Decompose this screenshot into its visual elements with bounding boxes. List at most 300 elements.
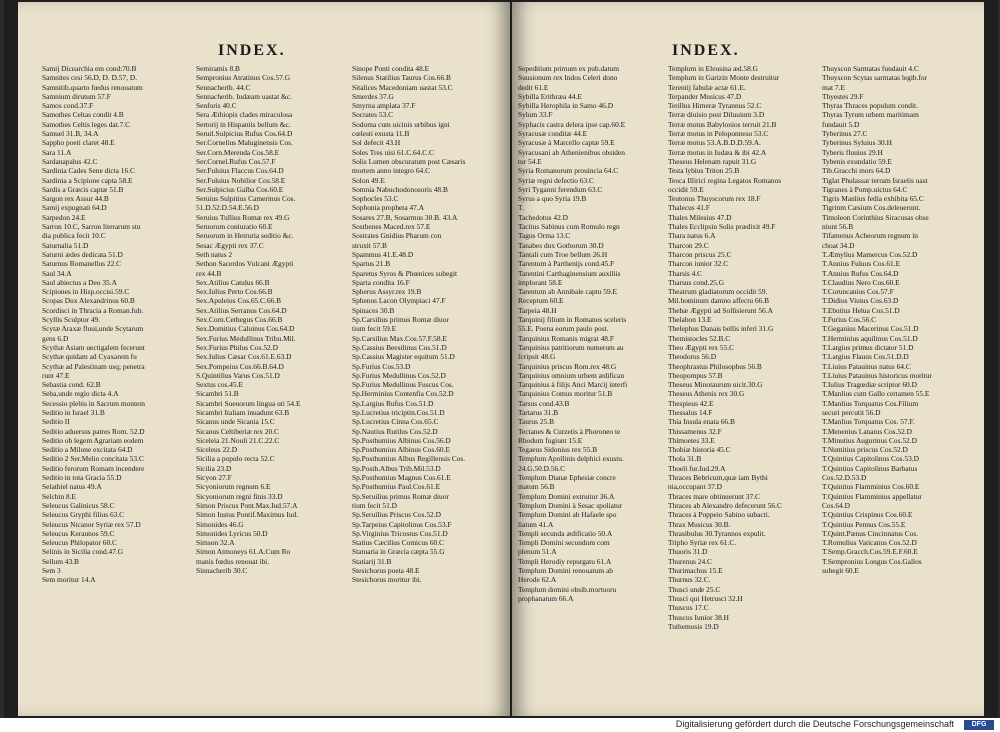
index-entry: Terræ diuisio post Diluuium 3.D bbox=[668, 110, 765, 120]
index-entry: securi percutit 56.D bbox=[822, 407, 881, 417]
index-entry: Sem moritur 14.A bbox=[42, 575, 96, 585]
index-entry: manis fœdus renouat ibi. bbox=[196, 556, 270, 566]
index-entry: Scipiones in Hisp.occisi.59.C bbox=[42, 287, 130, 297]
index-entry: Sp.Furius Cos.53.D bbox=[352, 361, 411, 371]
index-entry: Sp.Posthumius Albinus Cos.60.E bbox=[352, 445, 450, 455]
index-entry: subegit 60.E bbox=[822, 566, 859, 576]
index-entry: Sp.Seruilius primus Romæ diuor bbox=[352, 491, 449, 501]
index-entry: Thoeli fur.Iud.29.A bbox=[668, 463, 726, 473]
index-entry: T.Quintius Pennus Cos.55.E bbox=[822, 519, 906, 529]
index-entry: Tyberinus Syluius 30.H bbox=[822, 138, 892, 148]
index-entry: Sicilia a populo recta 52.C bbox=[196, 454, 275, 464]
index-entry: Thuscus 17.C bbox=[668, 603, 709, 613]
index-entry: Sex.Domitius Caluinus Cos.64.D bbox=[196, 324, 295, 334]
index-entry: dia publica fecit 10.C bbox=[42, 231, 106, 241]
index-entry: Seruorum in Hetruria seditio &c. bbox=[196, 231, 294, 241]
index-entry: Ser.Fuluius Flaccus Cos.64.D bbox=[196, 166, 284, 176]
index-entry: Samothes Celtis leges dat.7.C bbox=[42, 119, 131, 129]
index-entry: liatum 41.A bbox=[518, 519, 554, 529]
index-entry: Seditio ferorum Romam incendere bbox=[42, 463, 145, 473]
index-entry: Saturnus Romanellus 22.C bbox=[42, 259, 122, 269]
index-entry: implorant 58.E bbox=[518, 277, 563, 287]
index-entry: Sex.Iulius Cæsar Cos.61.E.63.D bbox=[196, 352, 292, 362]
index-entry: Thara natus 6.A bbox=[668, 231, 716, 241]
index-entry: Sex.Furius Medullinus Tribu.Mil. bbox=[196, 333, 296, 343]
index-entry: Mil.hominum damno affectu 66.B bbox=[668, 296, 770, 306]
index-entry: Sp.Posthumius Magnus Cos.61.E bbox=[352, 473, 451, 483]
index-entry: T.Geganius Macerinus Cos.51.D bbox=[822, 324, 919, 334]
index-entry: Templi secunda ædificatio 50.A bbox=[518, 528, 613, 538]
index-entry: Tachedotus 42.D bbox=[518, 212, 568, 222]
index-entry: Samuel 31.B, 34.A bbox=[42, 129, 99, 139]
index-entry: Templum Apollinis delphici exustu. bbox=[518, 454, 624, 464]
index-entry: Thessalus 14.F bbox=[668, 407, 713, 417]
index-entry: Seba,unde regio dicta 4.A bbox=[42, 389, 119, 399]
index-entry: T.Manlius Torquatus Cos. 57.F. bbox=[822, 417, 915, 427]
index-entry: Seruorum coniuratio 60.E bbox=[196, 222, 273, 232]
index-entry: Scythæ quidam ad Cyaxarem fu bbox=[42, 352, 137, 362]
index-entry: dedit 61.E bbox=[518, 82, 549, 92]
index-entry: Thespieus 42.E bbox=[668, 398, 714, 408]
index-entry: Theophrastus Philosophus 56.B bbox=[668, 361, 762, 371]
index-entry: Theopompus 57.B bbox=[668, 370, 723, 380]
index-entry: T.Æmylius Mamercus Cos.52.D bbox=[822, 249, 918, 259]
index-entry: Templum in Garizin Monte destruitur bbox=[668, 73, 780, 83]
index-entry: Syracusæ à Marcello captæ 59.E bbox=[518, 138, 615, 148]
index-entry: Theodorus 56.D bbox=[668, 352, 717, 362]
index-entry: Saturnalia 51.D bbox=[42, 240, 89, 250]
index-entry: Syriæ regni defectio 63.C bbox=[518, 175, 594, 185]
index-entry: Terræ motus Babylonios terruit 21.B bbox=[668, 119, 777, 129]
index-entry: Sp.Seruilius Priscus Cos.52.D bbox=[352, 510, 441, 520]
index-entry: Terpander Musicus 47.D bbox=[668, 91, 742, 101]
index-entry: Sertorij in Hispaniis bellum &c. bbox=[196, 119, 291, 129]
index-entry: Timoleon Corinthius Siracusas obse bbox=[822, 212, 929, 222]
index-entry: Sparetus Syros & Phœnices subegit bbox=[352, 268, 458, 278]
index-entry: Tifamenus Acheorum regnum in bbox=[822, 231, 918, 241]
index-entry: Sophonia propheta 47.A bbox=[352, 203, 425, 213]
index-entry: Sebastia cond. 62.B bbox=[42, 380, 101, 390]
index-entry: Terræ motus in Iudæa & ibi 42.A bbox=[668, 147, 767, 157]
index-entry: Spartus 21.B bbox=[352, 259, 391, 269]
index-entry: T.Numitius priscus Cos.52.D bbox=[822, 445, 908, 455]
index-entry: Sybilla Erithræa 44.E bbox=[518, 91, 582, 101]
index-entry: mortem anno integro 64.C bbox=[352, 166, 430, 176]
index-entry: Samothes Celtas condit 4.B bbox=[42, 110, 124, 120]
index-entry: Samnium dirutum 57.F bbox=[42, 91, 111, 101]
index-entry: Thuyscon Sarmatas fundauit 4.C bbox=[822, 64, 919, 73]
index-entry: Selinis in Sicilia cond.47.G bbox=[42, 547, 124, 557]
index-entry: Sp.Posth.Albus Trib.Mil.53.D bbox=[352, 463, 441, 473]
index-entry: Sempronius Atratinus Cos.57.G bbox=[196, 73, 291, 83]
right-column-1 bbox=[518, 64, 664, 603]
index-entry: Seleucus Philopator 60.C bbox=[42, 538, 117, 548]
index-entry: Sitalices Macedoniam uastat 53.C bbox=[352, 82, 453, 92]
index-entry: mat 7.E bbox=[822, 82, 845, 92]
index-entry: T.Herminius aquilinus Cos.51.D bbox=[822, 333, 918, 343]
index-entry: Templum Dianæ Ephesiæ concre bbox=[518, 473, 616, 483]
index-entry: plenum 51.A bbox=[518, 547, 557, 557]
index-entry: Sex.Corn.Cethegus Cos.66.B bbox=[196, 315, 283, 325]
index-entry: Thraces Bebricum,quæ iam Bythi bbox=[668, 473, 768, 483]
index-entry: Thurnus 32.C. bbox=[668, 575, 711, 585]
index-entry: T.Claudius Nero Cos.60.E bbox=[822, 277, 900, 287]
index-entry: Seditio ob legem Agrariam eodem bbox=[42, 435, 144, 445]
index-entry: Saturni ædes dedicata 51.D bbox=[42, 249, 123, 259]
index-entry: Selchin 8.E bbox=[42, 491, 77, 501]
index-entry: fundauit 5.D bbox=[822, 119, 860, 129]
index-entry: rex 44.B bbox=[196, 268, 222, 278]
index-entry: Thalecus 41.F bbox=[668, 203, 710, 213]
index-entry: Sicyon 27.F bbox=[196, 473, 232, 483]
index-entry: Samij Dicearchia em cond:70.B bbox=[42, 64, 137, 73]
index-entry: Tarquinij filium in Romanos sceleris bbox=[518, 315, 627, 325]
index-entry: Thrax Musicus 30.B. bbox=[668, 519, 731, 529]
right-page bbox=[512, 2, 984, 716]
index-entry: T.Ebutius Helua Cos.51.D bbox=[822, 305, 900, 315]
index-entry: Sosares 27.B, Sosarmus 30.B. 43.A bbox=[352, 212, 458, 222]
index-entry: Thobiæ historia 45.C bbox=[668, 445, 731, 455]
index-entry: Seditio II bbox=[42, 417, 70, 427]
index-entry: Thelephus Danais bellis inferi 31.G bbox=[668, 324, 774, 334]
index-entry: Sellum 43.B bbox=[42, 556, 79, 566]
index-entry: Sethon Sacerdos Vulcani Ægypti bbox=[196, 259, 294, 269]
index-entry: Sp.Posthumius Paul.Cos.61.E bbox=[352, 482, 441, 492]
index-entry: Sennacherib. 44.C bbox=[196, 82, 251, 92]
index-entry: Tarpeia 48.H bbox=[518, 305, 557, 315]
index-entry: Syrus a quo Syria 19.B bbox=[518, 194, 587, 204]
index-entry: struxit 57.B bbox=[352, 240, 387, 250]
index-entry: Thurimachus 15.E bbox=[668, 566, 723, 576]
index-entry: Tharcon priscus 25.C bbox=[668, 249, 732, 259]
index-entry: Tharcon iunior 32.C bbox=[668, 259, 729, 269]
index-entry: Tarentum à Parthenijs cond.45.F bbox=[518, 259, 615, 269]
index-entry: Cos.64.D bbox=[822, 500, 850, 510]
index-entry: Thrasibulus 30.Tyrannos expulit. bbox=[668, 528, 766, 538]
index-entry: Sophocles 53.C bbox=[352, 194, 399, 204]
index-entry: T.Quint.Pænus Cincinnatus Cos. bbox=[822, 528, 919, 538]
index-entry: Ser.Cornelius Maluginensis Cos. bbox=[196, 138, 293, 148]
index-entry: Terræ motus 53.A.B.D.D.59.A. bbox=[668, 138, 761, 148]
index-entry: Sol defecit 43.H bbox=[352, 138, 401, 148]
index-entry: Tripho Syriæ rex 61.C. bbox=[668, 538, 737, 548]
index-entry: Ser.Cornel.Rufus Cos.57.F bbox=[196, 156, 276, 166]
left-column-3 bbox=[352, 64, 502, 585]
index-entry: Templum domini obsib.mortuoru bbox=[518, 584, 617, 594]
index-entry: Tharcon 29.C bbox=[668, 240, 709, 250]
index-entry: Herode 62.A bbox=[518, 575, 557, 585]
index-entry: Sinope Ponti condita 48.E bbox=[352, 64, 430, 73]
index-entry: Terentij fabulæ actæ 61.E. bbox=[668, 82, 746, 92]
index-entry: Sparta condita 16.F bbox=[352, 277, 410, 287]
index-entry: Seleucus Galinicus 58.C bbox=[42, 500, 115, 510]
index-entry: Tarentini Carthaginensium auxiliis bbox=[518, 268, 621, 278]
index-entry: Seditio a Milone excitata 64.D bbox=[42, 445, 133, 455]
index-entry: T.Minutius Augurinus Cos.52.D bbox=[822, 435, 917, 445]
index-entry: Testa lybius Triton 25.B bbox=[668, 166, 740, 176]
index-entry: Sara 11.A bbox=[42, 147, 72, 157]
index-entry: Tyberis fluuius 29.H bbox=[822, 147, 883, 157]
index-entry: Templi Herodiy repurgatu 61.A bbox=[518, 556, 612, 566]
index-entry: T.Quintius Crispinus Cos.60.E bbox=[822, 510, 913, 520]
index-entry: T.Largius primus dictator 51.D bbox=[822, 342, 914, 352]
index-entry: Tectanes & Curzetis à Phoroneo te bbox=[518, 426, 621, 436]
index-entry: Seditio in tota Gracia 55.D bbox=[42, 473, 122, 483]
index-entry: T.Sempronius Longus Cos.Gallos bbox=[822, 556, 922, 566]
index-entry: Sex.Furius Philus Cos.52.D bbox=[196, 342, 278, 352]
index-entry: Saul abiectus a Deo 35.A bbox=[42, 277, 117, 287]
index-entry: Seleucus Nicanor Syriæ rex 57.D bbox=[42, 519, 141, 529]
index-entry: Seruius Sulpitius Camerinus Cos. bbox=[196, 194, 296, 204]
index-entry: Socrates 53.C bbox=[352, 110, 394, 120]
index-entry: Sardis a Græcis captæ 51.B bbox=[42, 184, 124, 194]
index-entry: Scopas Dux Alexandrinus 60.B bbox=[42, 296, 135, 306]
left-page-title: INDEX. bbox=[218, 42, 286, 59]
index-entry: Sp.Carsilius primus Romæ diuor bbox=[352, 315, 449, 325]
index-entry: Tigrinm Cæsium Cos.deleuerunt. bbox=[822, 203, 921, 213]
index-entry: fcripsit 48.G bbox=[518, 352, 556, 362]
index-entry: T.Menenius Lanatus Cos.52.D bbox=[822, 426, 912, 436]
index-entry: Sp.Lucretius Cinna Cos.65.C bbox=[352, 417, 439, 427]
index-entry: Thraces ab Alexandro defecerunt 56.C bbox=[668, 500, 782, 510]
index-entry: Seleucus Keraunos 59.C bbox=[42, 528, 115, 538]
index-entry: Samij expugnati 64.D bbox=[42, 203, 107, 213]
index-entry: Theseus Athenis rex 30.G bbox=[668, 389, 745, 399]
index-entry: Seditio aduersus patres Rom. 52.D bbox=[42, 426, 145, 436]
index-entry: Sargon rex Assur 44.B bbox=[42, 194, 109, 204]
index-entry: Samnitib.quarto fœdus renouatum bbox=[42, 82, 143, 92]
index-entry: Sp.Lucretius triciptin.Cos.51.D bbox=[352, 407, 445, 417]
index-entry: choat 34.D bbox=[822, 240, 855, 250]
index-entry: Taurus 25.B bbox=[518, 417, 555, 427]
right-column-2 bbox=[668, 64, 818, 631]
index-entry: Sennacherib. Iudæam uastat &c. bbox=[196, 91, 292, 101]
index-entry: cœlesti exusta 11.B bbox=[352, 129, 410, 139]
index-entry: Spherus Assyr.rex 19.B bbox=[352, 287, 422, 297]
index-entry: Tarsus cond.43.B bbox=[518, 398, 570, 408]
index-entry: Sextus cos.45.E bbox=[196, 380, 244, 390]
index-entry: Theseus Helenam rapuit 31.G bbox=[668, 156, 757, 166]
index-entry: tur 54.E bbox=[518, 156, 542, 166]
right-page-title: INDEX. bbox=[672, 42, 740, 59]
index-entry: Semiramis 8.B bbox=[196, 64, 240, 73]
index-entry: Theatrum gladiatorum occidit 59. bbox=[668, 287, 768, 297]
index-entry: T.Romulius Vaticanus Cos.52.D bbox=[822, 538, 917, 548]
index-entry: Smyrna amplata 37.F bbox=[352, 101, 416, 111]
index-entry: Templi Domini secundum com bbox=[518, 538, 610, 548]
index-entry: Sp.Cassius Beesilinus Cos.51.D bbox=[352, 342, 447, 352]
index-entry: 51.D.52.D.54.E.56.D bbox=[196, 203, 260, 213]
index-entry: Sera Æthiopis clades miraculosa bbox=[196, 110, 293, 120]
index-entry: Tib.Gracchi mors 64.D bbox=[822, 166, 891, 176]
index-entry: Syracusæ conditæ 44.E bbox=[518, 129, 588, 139]
index-entry: niunt 56.B bbox=[822, 222, 854, 232]
index-entry: Thyras Tyrum urbem maritimam bbox=[822, 110, 919, 120]
index-entry: Sp.Furius Medullinus Fuscus Cos. bbox=[352, 380, 454, 390]
index-entry: Siceleus 22.D bbox=[196, 445, 238, 455]
index-entry: Teuca Illirici regina Legatos Romanos bbox=[668, 175, 782, 185]
index-entry: Sepeditium primum ex pub.datum bbox=[518, 64, 619, 73]
index-entry: Thimoetes 33.E bbox=[668, 435, 715, 445]
index-entry: Syri Tyganni ferendum 63.C bbox=[518, 184, 603, 194]
index-entry: Sarpedon 24.E bbox=[42, 212, 86, 222]
left-column-2 bbox=[196, 64, 346, 575]
index-entry: Teutonus Thuyscorum rex 18.F bbox=[668, 194, 761, 204]
index-entry: Thales Milesius 47.D bbox=[668, 212, 732, 222]
index-entry: Seruius Tullius Romæ rex 49.G bbox=[196, 212, 290, 222]
index-entry: Thusci qui Hetrusci 32.H bbox=[668, 593, 743, 603]
index-entry: Templum Domini extruitur 36.A bbox=[518, 491, 615, 501]
index-entry: Sicyoniorum regnum 6.E bbox=[196, 482, 271, 492]
index-entry: Simon Iustus Pontif.Maximus Iud. bbox=[196, 510, 299, 520]
index-entry: Syracusani ab Athenienibus obsiden bbox=[518, 147, 625, 157]
index-entry: Tharsis 4.C bbox=[668, 268, 703, 278]
index-entry: Sicyoniorum regni finis 33.D bbox=[196, 491, 283, 501]
index-entry: Tigranes à Pomp.uictus 64.C bbox=[822, 184, 908, 194]
index-entry: Thuyscon Scytas sarmatas legib.for bbox=[822, 73, 928, 83]
index-entry: Smerdes 37.G bbox=[352, 91, 394, 101]
index-entry: Sardinia Cades Sene dicta 16.C bbox=[42, 166, 135, 176]
index-entry: Sex.Apuleius Cos.65.C.66.B bbox=[196, 296, 281, 306]
index-entry: Somnia Nabuchodonosoris 48.B bbox=[352, 184, 448, 194]
index-entry: Thraces mare obtinuerunt 37.C bbox=[668, 491, 760, 501]
dfg-logo: DFG bbox=[964, 720, 994, 730]
index-entry: Syria Romanorum prouincia 64.C bbox=[518, 166, 619, 176]
index-entry: gens 6.D bbox=[42, 333, 69, 343]
index-entry: Scordisci in Thracia a Roman.fub. bbox=[42, 305, 144, 315]
index-entry: Seth natus 2 bbox=[196, 249, 233, 259]
index-entry: Seleucus Gryphi filius 63.C bbox=[42, 510, 125, 520]
index-entry: Thraces à Poppeio Sabino subacti. bbox=[668, 510, 770, 520]
index-entry: Simon Priscus Pont.Max.Iud.57.A bbox=[196, 500, 298, 510]
index-entry: Thebæ Ægypti ad Sollisierunt 56.A bbox=[668, 305, 773, 315]
index-entry: T.Quintius Capitolinus Barbatus bbox=[822, 463, 918, 473]
index-entry: Sem 3 bbox=[42, 566, 61, 576]
index-entry: Sardinia a Scipione capta 58.E bbox=[42, 175, 133, 185]
index-entry: Templum Domini à Sesac spoliatur bbox=[518, 500, 623, 510]
index-entry: Thurenus 24.C bbox=[668, 556, 712, 566]
index-entry: Sp.Tarpeius Capitolinus Cos.53.F bbox=[352, 519, 452, 529]
index-entry: S.Quintilius Varus Cos.51.D bbox=[196, 370, 280, 380]
index-entry: Sp.Furius Medullinus Cos.52.D bbox=[352, 370, 446, 380]
index-entry: T.Furius Cos.56.C bbox=[822, 315, 877, 325]
index-entry: Simonides 46.G bbox=[196, 519, 244, 529]
index-entry: Simon Atmoneys 61.A.Cum Ro bbox=[196, 547, 291, 557]
index-entry: Tacitus Sabinus cum Romulo regn bbox=[518, 222, 620, 232]
index-entry: Scythæ Asiam uectigalem fecerunt bbox=[42, 342, 145, 352]
index-entry: Scyllis Sculptor 49. bbox=[42, 315, 101, 325]
index-entry: T.Liuius Patauinus natus 64.C bbox=[822, 361, 911, 371]
index-entry: nia,occupant 37.D bbox=[668, 482, 722, 492]
book-spread bbox=[4, 0, 998, 718]
index-entry: Tigris Manlius fedia exhibita 65.C bbox=[822, 194, 924, 204]
index-entry: Scytæ Araxæ fluui,unde Scytarum bbox=[42, 324, 144, 334]
index-entry: Seditio 2 Ser.Melio concitata 53.C bbox=[42, 454, 144, 464]
index-entry: Tarquinius priscus Rom.rex 48.G bbox=[518, 361, 617, 371]
index-entry: Thuoris 31.D bbox=[668, 547, 708, 557]
left-page bbox=[18, 2, 510, 716]
index-entry: Rhodum fugiunt 15.E bbox=[518, 435, 583, 445]
index-entry: T.Coruncanius Cos.57.F bbox=[822, 287, 894, 297]
index-entry: Themistocles 52.B.C bbox=[668, 333, 731, 343]
index-entry: Spammus 41.E.48.D bbox=[352, 249, 414, 259]
index-entry: Sardanapalus 42.C bbox=[42, 156, 98, 166]
index-entry: Solon 49.E bbox=[352, 175, 385, 185]
index-entry: T.Annius Fuluus Cos.61.E bbox=[822, 259, 901, 269]
index-entry: Sex.Pompeius Cos.66.B.64.D bbox=[196, 361, 284, 371]
index-entry: Simson 32.A bbox=[196, 538, 235, 548]
left-column-1 bbox=[42, 64, 192, 585]
index-entry: Sylum 33.F bbox=[518, 110, 553, 120]
index-entry: Tarquinius Romanis migrat 48.F bbox=[518, 333, 614, 343]
index-entry: Sesac Ægypti rex 37.C bbox=[196, 240, 264, 250]
index-entry: Scythæ ad Palestinam usq; penetra bbox=[42, 361, 145, 371]
index-entry: Sostrates Gnidius Pharum con bbox=[352, 231, 442, 241]
index-entry: Tagus Orma 13.C bbox=[518, 231, 571, 241]
index-entry: Sex.Atilius Catulus 66.B bbox=[196, 277, 270, 287]
index-entry: Terræ motus in Peloponneso 53.C bbox=[668, 129, 769, 139]
index-entry: tium fecit 51.D bbox=[352, 500, 397, 510]
index-entry: Seruil.Sulpicius Rufus Cos.64.D bbox=[196, 129, 293, 139]
index-entry: Siceleia 21.Nouli 21.C.22.C bbox=[196, 435, 280, 445]
index-entry: Sp.Cassius Magister equitum 51.D bbox=[352, 352, 455, 362]
index-entry: Sosthenes Maced.rex 57.E bbox=[352, 222, 431, 232]
index-entry: Sp.Herminius Contenfia Cos.52.D bbox=[352, 389, 454, 399]
index-entry: Thissamenus 32.F bbox=[668, 426, 722, 436]
index-entry: T.Semp.Gracch.Cos.59.E.F.60.E bbox=[822, 547, 918, 557]
index-entry: T.Manlius cum Gallo certamen 55.E bbox=[822, 389, 930, 399]
index-entry: Theo Ægypti rex 55.C bbox=[668, 342, 735, 352]
index-entry: Syphacis castra delera ipse cap.60.E bbox=[518, 119, 626, 129]
index-entry: Sybilla Herophila in Samo 46.D bbox=[518, 101, 614, 111]
index-entry: Sp.Virginius Tricostus Cos.51.D bbox=[352, 528, 448, 538]
index-entry: Suusionum rex Indos Celeri dono bbox=[518, 73, 618, 83]
index-entry: Soles Tres uisi 61.C.64.C.C bbox=[352, 147, 434, 157]
index-entry: T.Quintius Flamminius appellatur bbox=[822, 491, 922, 501]
index-entry: Tybenis exundatio 59.E bbox=[822, 156, 892, 166]
index-entry: Tantali cum Troe bellum 26.H bbox=[518, 249, 608, 259]
index-entry: Tarquinius omnium urbem ædifican bbox=[518, 370, 625, 380]
index-entry: Sodoma cum uicinis urbibus igni bbox=[352, 119, 450, 129]
index-entry: Tarquinius Comus moritur 51.B bbox=[518, 389, 613, 399]
index-entry: Tharsus cond.25.G bbox=[668, 277, 725, 287]
index-entry: Sp.Nautius Rutilus Cos.52.D bbox=[352, 426, 438, 436]
index-entry: Templum in Eleusina æd.58.G bbox=[668, 64, 759, 73]
index-entry: Spinaces 30.B bbox=[352, 305, 395, 315]
index-entry: Statuaria in Græcia cæpta 55.G bbox=[352, 547, 445, 557]
index-entry: T.Quintius Flamminius Cos.60.E bbox=[822, 482, 920, 492]
index-entry: Tartarus 31.B bbox=[518, 407, 559, 417]
index-entry: Tiglat Phulassar terram Israelis uast bbox=[822, 175, 928, 185]
index-entry: Sex.Iulius Perto Cos.66.B bbox=[196, 287, 273, 297]
index-entry: Selathiel natus 49.A bbox=[42, 482, 102, 492]
index-entry: Sicanus unde Sicania 15.C bbox=[196, 417, 275, 427]
index-entry: Saul 34.A bbox=[42, 268, 72, 278]
index-entry: Tegaeus Sidonius rex 55.B bbox=[518, 445, 598, 455]
index-entry: Samnites cesi 56.D, D. D.57, D. bbox=[42, 73, 138, 83]
footer-bar bbox=[0, 718, 1000, 732]
index-entry: T.Iulius Tragœdiæ scriptor 60.D bbox=[822, 380, 917, 390]
index-entry: Sex.Atilius Serranus Cos.64.D bbox=[196, 305, 287, 315]
index-entry: Thola 31.B bbox=[668, 454, 702, 464]
index-entry: T.Manlius Torquatus Cos.Filium bbox=[822, 398, 919, 408]
index-entry: Tarquinius patritiorum numerum au bbox=[518, 342, 624, 352]
index-entry: Tarentum ab Annibale captu 59.E bbox=[518, 287, 618, 297]
index-entry: tium fecit 59.E bbox=[352, 324, 397, 334]
index-entry: Sicambri Italiam inuadunt 63.B bbox=[196, 407, 290, 417]
index-entry: Silenus Statilius Taurus Cos.66.B bbox=[352, 73, 451, 83]
index-entry: Senforis 40.C bbox=[196, 101, 237, 111]
